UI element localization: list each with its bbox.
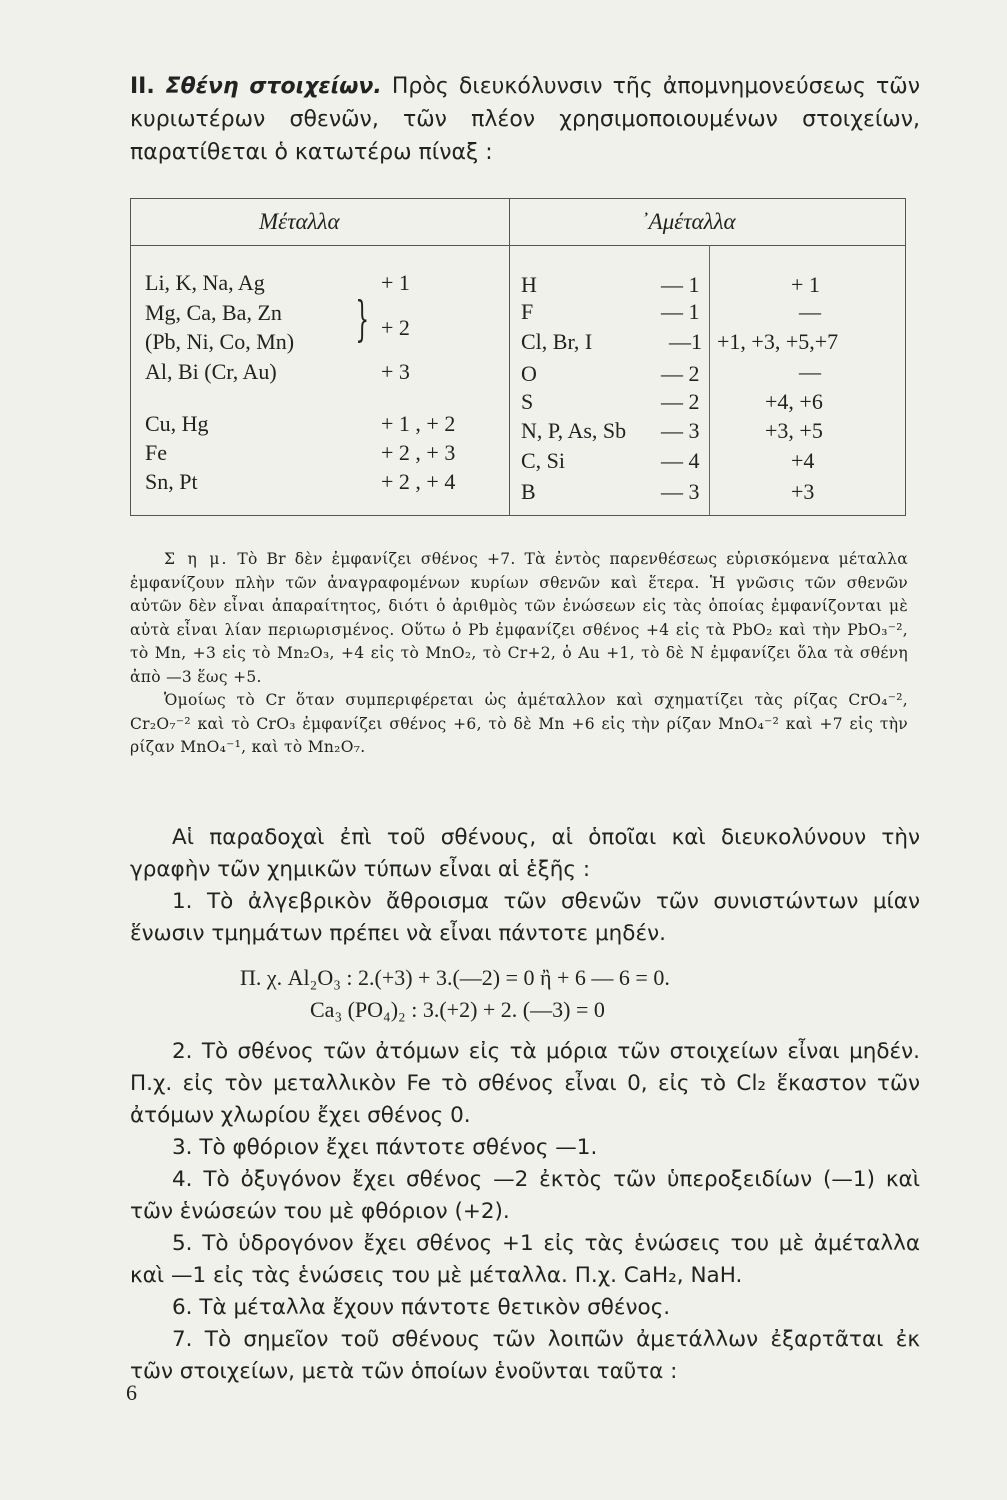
nonmetal-negative-valence: — 2 bbox=[661, 389, 700, 414]
nonmetal-negative-valence: — 2 bbox=[661, 361, 700, 386]
nonmetal-negative-valence: —1 bbox=[669, 329, 702, 354]
nonmetal-elements: B bbox=[521, 479, 536, 504]
valence-rules bbox=[130, 822, 920, 1388]
header-metals: Μέταλλα bbox=[259, 209, 340, 234]
formula-example bbox=[130, 962, 920, 1026]
note-lead: Σ η μ. bbox=[164, 550, 229, 568]
note-paragraph: Σ η μ. Τὸ Br δὲν ἐμφανίζει σθένος +7. Τὰ ἐντὸς παρενθέσεως εὑρισκόμενα μέταλλα ἐμφανίζουν πλὴν τῶν ἀναγραφομένων κυρίων σθενῶν καὶ ἕτερα. Ἡ γνῶσις τῶν σθενῶν αὐτῶν δὲν εἶναι ἀπαραίτητος, διότι ὁ ἀριθμὸς τῶν ἑνώσεων εἰς τὰς ὁποίας ἐμφανίζονται μὲ αὐτὰ εἶναι λίαν περιωρισμένος. Οὕτω ὁ Pb ἐμφανίζει σθένος +4 εἰς τὰ PbO₂ καὶ τὴν PbO₃⁻², τὸ Mn, +3 εἰς τὸ Mn₂O₃, +4 εἰς τὸ MnO₂, τὸ Cr+2, ὁ Au +1, τὸ δὲ N ἐμφανίζει ὅλα τὰ σθένη ἀπὸ —3 ἕως +5. bbox=[130, 550, 908, 686]
nonmetal-negative-valence: — 3 bbox=[661, 479, 700, 504]
metal-elements: (Pb, Ni, Co, Mn) bbox=[145, 329, 295, 354]
nonmetal-positive-valence: — bbox=[799, 359, 821, 384]
rule-5: 5. Τὸ ὑδρογόνον ἔχει σθένος +1 εἰς τὰς ἑνώσεις του μὲ ἀμέταλλα καὶ —1 εἰς τὰς ἑνώσεις του μὲ μέταλλα. Π.χ. CaH₂, NaH. bbox=[130, 1231, 920, 1288]
note-paragraph: Ὁμοίως τὸ Cr ὅταν συμπεριφέρεται ὡς ἀμέταλλον καὶ σχηματίζει τὰς ρίζας CrO₄⁻², Cr₂O₇⁻² καὶ τὸ CrO₃ ἐμφανίζει σθένος +6, τὸ δὲ Mn +6 εἰς τὴν ρίζαν MnO₄⁻² καὶ +7 εἰς τὴν ρίζαν MnO₄⁻¹, καὶ τὸ Mn₂O₇. bbox=[130, 691, 908, 756]
valence-table bbox=[130, 198, 906, 516]
nonmetal-negative-valence: — 1 bbox=[661, 299, 700, 324]
metal-valence: + 3 bbox=[381, 359, 410, 384]
table-column-divider bbox=[509, 199, 510, 515]
metal-elements: Cu, Hg bbox=[145, 411, 209, 436]
metal-valence: + 2 , + 3 bbox=[381, 440, 456, 465]
metal-elements: Mg, Ca, Ba, Zn bbox=[145, 300, 282, 325]
section-heading: II. Σθένη στοιχείων. bbox=[130, 74, 382, 99]
metal-valence: + 1 , + 2 bbox=[381, 411, 456, 436]
table-header-rule bbox=[131, 245, 905, 246]
metal-elements: Al, Bi (Cr, Au) bbox=[145, 359, 277, 384]
nonmetal-positive-valence: +4 bbox=[791, 448, 815, 473]
brace-symbol: } bbox=[355, 291, 370, 347]
formula-al2o3: Π. χ. Al₂O₃ : 2.(+3) + 3.(—2) = 0 ἢ + 6 — 6 = 0. bbox=[240, 965, 670, 990]
nonmetal-negative-valence: — 3 bbox=[661, 418, 700, 443]
nonmetal-elements: O bbox=[521, 361, 537, 386]
metal-elements: Sn, Pt bbox=[145, 469, 198, 494]
rules-intro: Αἱ παραδοχαὶ ἐπὶ τοῦ σθένους, αἱ ὁποῖαι καὶ διευκολύνουν τὴν γραφὴν τῶν χημικῶν τύπων εἶναι αἱ ἑξῆς : bbox=[130, 825, 920, 882]
header-nonmetals: ᾿Αμέταλλα bbox=[641, 209, 736, 234]
nonmetal-elements: F bbox=[521, 299, 534, 324]
table-notes bbox=[130, 548, 908, 760]
nonmetal-elements: N, P, As, Sb bbox=[521, 418, 627, 443]
nonmetal-elements: H bbox=[521, 272, 537, 297]
metal-valence: + 1 bbox=[381, 270, 410, 295]
formula-ca3po42: Ca₃ (PO₄)₂ : 3.(+2) + 2. (—3) = 0 bbox=[310, 997, 605, 1022]
intro-text: Πρὸς διευκόλυνσιν τῆς ἀπομνημονεύσεως τῶν κυριωτέρων σθενῶν, τῶν πλέον χρησιμοποιουμένων στοιχείων, παρατίθεται ὁ κατωτέρω πίναξ : bbox=[130, 74, 920, 165]
page-number: 6 bbox=[126, 1380, 137, 1405]
nonmetal-positive-valence: +1, +3, +5,+7 bbox=[717, 329, 839, 354]
nonmetal-positive-valence: — bbox=[799, 299, 821, 324]
nonmetal-elements: Cl, Br, I bbox=[521, 329, 593, 354]
nonmetal-positive-valence: +4, +6 bbox=[765, 389, 823, 414]
nonmetal-negative-valence: — 4 bbox=[661, 448, 700, 473]
metal-elements: Li, K, Na, Ag bbox=[145, 270, 265, 295]
nonmetal-positive-valence: +3, +5 bbox=[765, 418, 823, 443]
rule-2: 2. Τὸ σθένος τῶν ἀτόμων εἰς τὰ μόρια τῶν στοιχείων εἶναι μηδέν. Π.χ. εἰς τὸν μεταλλικὸν Fe τὸ σθένος εἶναι 0, εἰς τὸ Cl₂ ἕκαστον τῶν ἀτόμων χλωρίου ἔχει σθένος 0. bbox=[130, 1039, 920, 1128]
metal-valence: + 2 , + 4 bbox=[381, 469, 456, 494]
table-subcolumn-divider bbox=[709, 245, 710, 515]
metal-valence: + 2 bbox=[381, 315, 410, 340]
nonmetal-elements: S bbox=[521, 389, 534, 414]
rule-3: 3. Τὸ φθόριον ἔχει πάντοτε σθένος —1. bbox=[172, 1135, 598, 1160]
rule-6: 6. Τὰ μέταλλα ἔχουν πάντοτε θετικὸν σθένος. bbox=[172, 1295, 671, 1320]
rule-7: 7. Τὸ σημεῖον τοῦ σθένους τῶν λοιπῶν ἀμετάλλων ἐξαρτᾶται ἐκ τῶν στοιχείων, μετὰ τῶν ὁποίων ἑνοῦνται ταῦτα : bbox=[130, 1327, 920, 1384]
nonmetal-elements: C, Si bbox=[521, 448, 566, 473]
section-intro bbox=[130, 70, 920, 169]
rule-1: 1. Τὸ ἀλγεβρικὸν ἄθροισμα τῶν σθενῶν τῶν συνιστώντων μίαν ἕνωσιν τμημάτων πρέπει νὰ εἶναι πάντοτε μηδέν. bbox=[130, 889, 920, 946]
metal-elements: Fe bbox=[145, 440, 167, 465]
nonmetal-positive-valence: + 1 bbox=[791, 272, 820, 297]
nonmetal-negative-valence: — 1 bbox=[661, 272, 700, 297]
nonmetal-positive-valence: +3 bbox=[791, 479, 815, 504]
rule-4: 4. Τὸ ὀξυγόνον ἔχει σθένος —2 ἐκτὸς τῶν ὑπεροξειδίων (—1) καὶ τῶν ἑνώσεών του μὲ φθόριον (+2). bbox=[130, 1167, 920, 1224]
